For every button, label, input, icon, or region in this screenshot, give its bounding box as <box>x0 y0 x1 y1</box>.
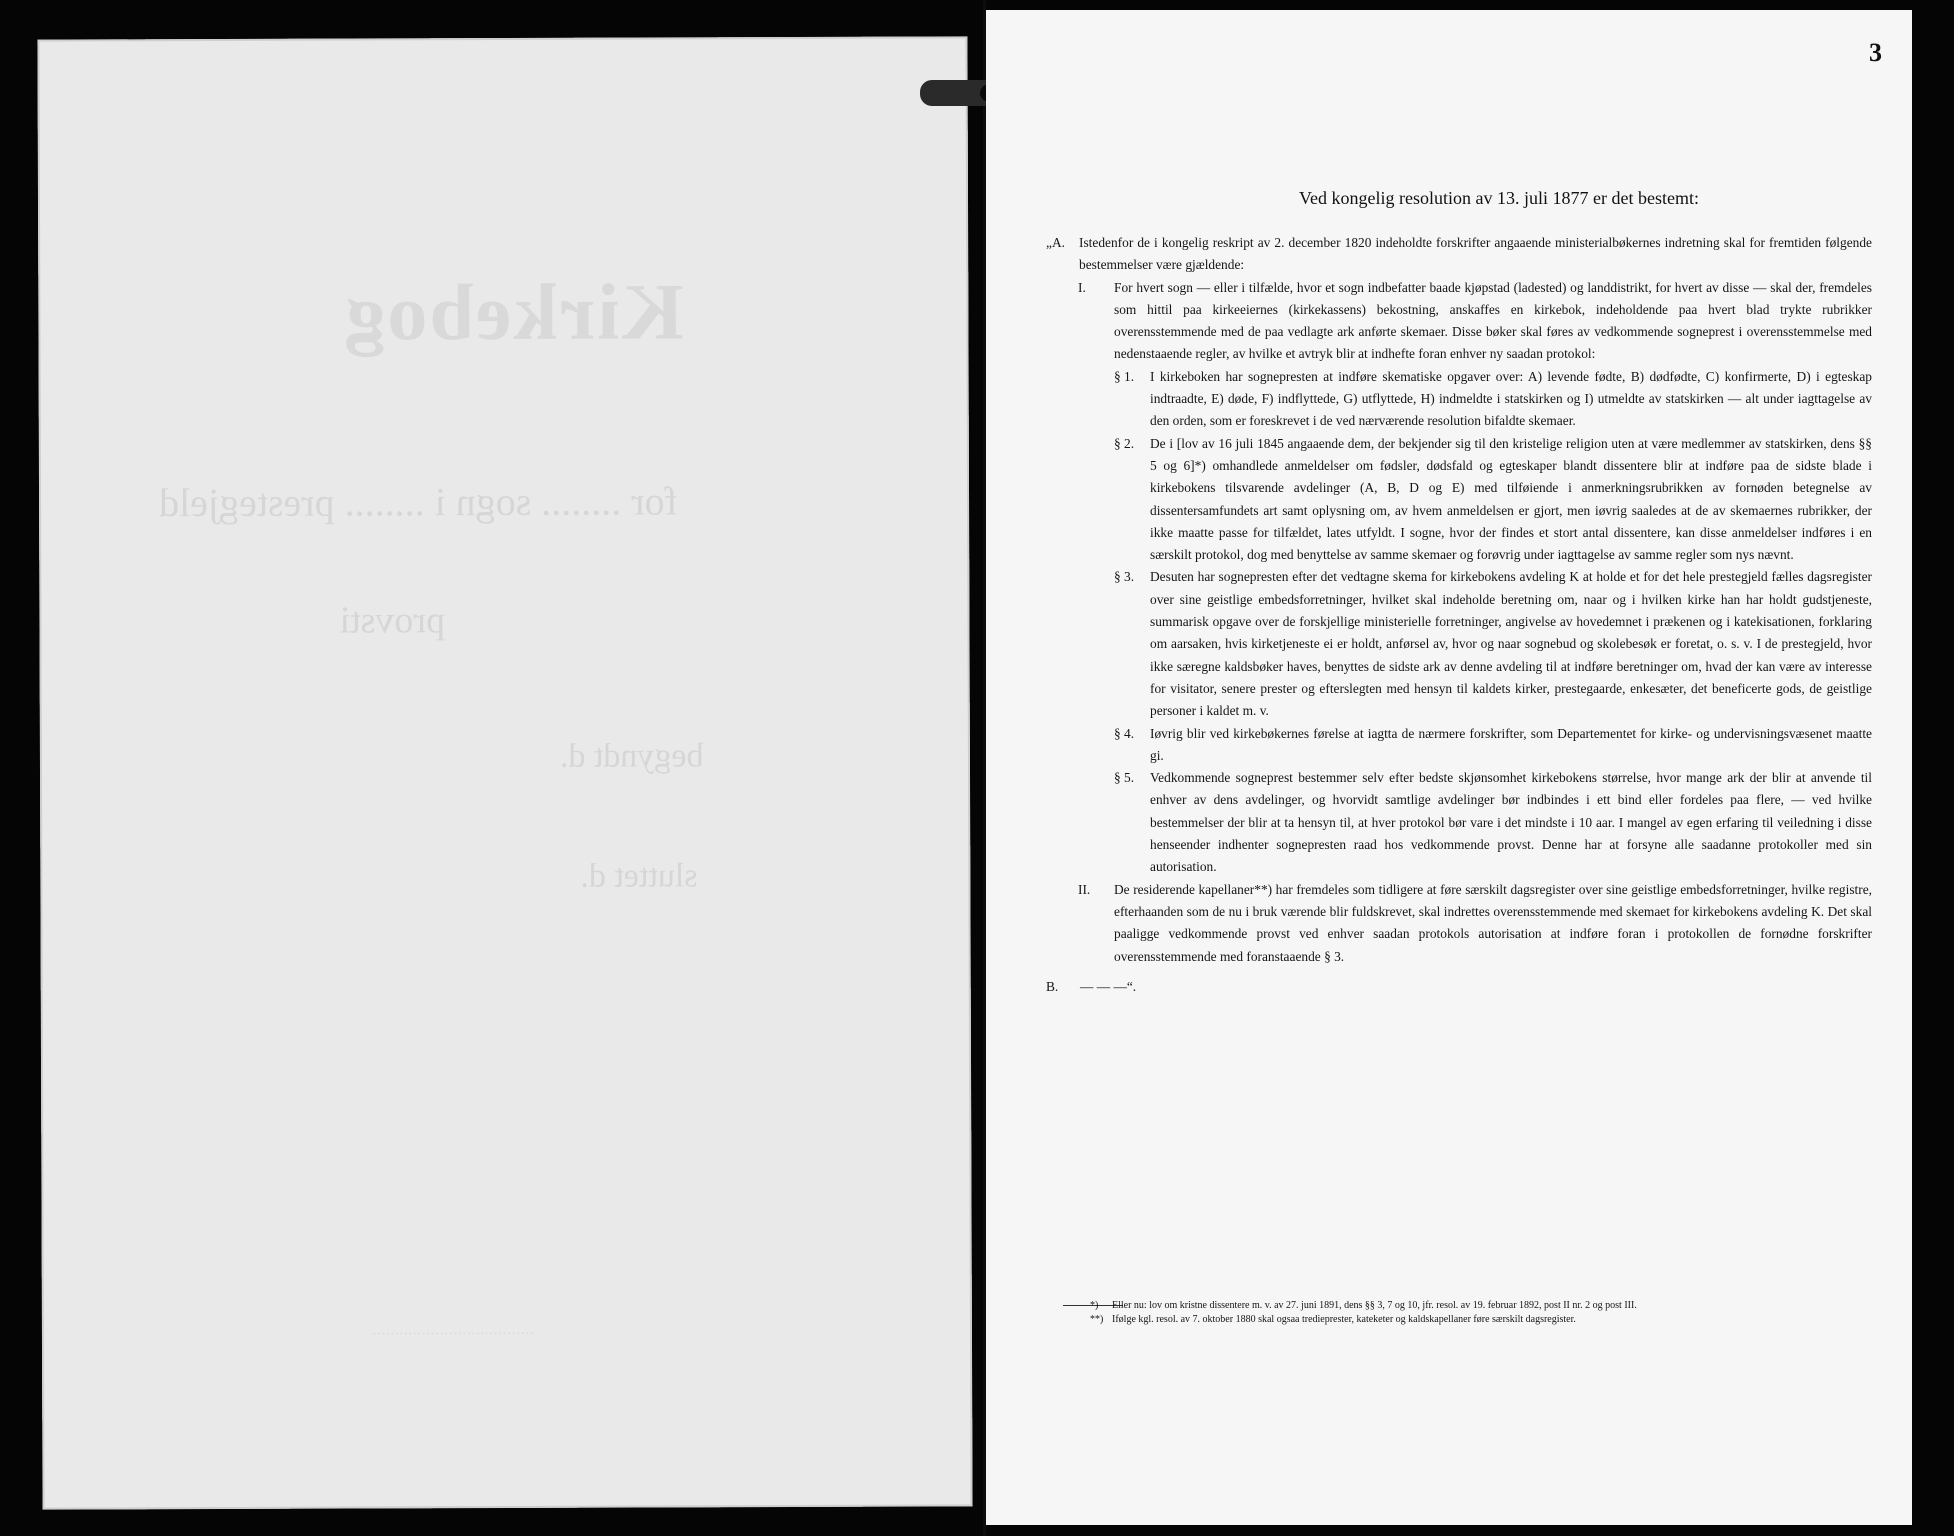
ghost-begun-line: begyndt d. <box>559 737 704 775</box>
section-i-label: I. <box>1078 279 1086 295</box>
footnote-1-text: Eller nu: lov om kristne dissentere m. v. av 27. juni 1891, dens §§ 3, 7 og 10, jfr. resol. av 19. februar 1892, post II nr. 2 og post III. <box>1112 1300 1637 1311</box>
footnotes <box>1090 1299 1770 1327</box>
paragraph-3-text: Desuten har sognepresten efter det vedtagne skema for kirkebokens avdeling K at holde et for det hele prestegjeld fælles dagsregister over sine geistlige embedsforretninger, hvilket skal indeholde beretning om, naar og i hvilken kirke han har holdt gudstjeneste, summarisk opgave over de forskjellige ministerielle forretninger, angivelse av hovedemnet i prækenen og i katekisationen, forklaring om aarsaken, hvis kirketjeneste ei er holdt, anførsel av, hvor og naar sognebud og skolebesøk er foretat, o. s. v. I de prestegjeld, hvor ikke særegne kaldsbøker haves, benyttes de sidste ark av denne avdeling til at indføre beretninger om, hvad der kan være av interesse for visitator, senere prester og efterslegten med hensyn til kaldets kirker, prestegaarde, enkesæter, det beneficerte gods, de geistlige personer i kaldet m. v. <box>1150 569 1872 719</box>
footnote-2-mark: **) <box>1090 1314 1104 1325</box>
left-page <box>37 36 972 1509</box>
section-i-text: For hvert sogn — eller i tilfælde, hvor et sogn indbefatter baade kjøpstad (ladested) og landdistrikt, for hvert av disse — skal der, fremdeles som hittil paa kirkeeiernes (kirkekassens) bekostning, anskaffes en kirkebok, indeholdende paa hvert blad trykte rubrikker overensstemmende med de paa vedlagte ark anførte skemaer. Disse bøker skal føres av vedkommende sogneprest i overensstemmelse med nedenstaaende regler, av hvilke et avtryk blir at indhefte foran enhver ny saadan protokol: <box>1114 279 1872 362</box>
ghost-deanery-line: provsti <box>339 599 446 642</box>
footnote-2-text: Ifølge kgl. resol. av 7. oktober 1880 skal ogsaa tredieprester, kateketer og kaldskapellaner føre særskilt dagsregister. <box>1112 1314 1576 1325</box>
page-number: 3 <box>1869 38 1882 67</box>
resolution-heading: Ved kongelig resolution av 13. juli 1877 er det bestemt: <box>1299 188 1699 208</box>
resolution-body <box>1046 232 1872 998</box>
footnote-1-mark: *) <box>1090 1300 1099 1311</box>
paragraph-1-text: I kirkeboken har sognepresten at indføre skematiske opgaver over: A) levende fødte, B) dødfødte, C) konfirmerte, D) i egteskap indtraadte, E) døde, F) indflyttede, G) utflyttede, H) indmeldte i statskirken og I) utmeldte av statskirken — alt under iagttagelse av den orden, som er foreskrevet i de ved nærværende resolution bifaldte skemaer. <box>1150 368 1872 429</box>
right-page <box>986 10 1912 1525</box>
section-b-text: — — —“. <box>1080 978 1137 994</box>
paragraph-3-label: § 3. <box>1114 569 1135 585</box>
section-a-text: Istedenfor de i kongelig reskript av 2. december 1820 indeholdte forskrifter angaaende ministerialbøkernes indretning skal for fremtiden følgende bestemmelser være gjældende: <box>1079 235 1872 273</box>
section-a <box>1046 232 1872 277</box>
section-ii <box>1046 879 1872 968</box>
paragraph-1 <box>1046 366 1872 433</box>
paragraph-4-label: § 4. <box>1114 725 1135 741</box>
paragraph-2 <box>1046 433 1872 567</box>
section-b <box>1046 976 1872 998</box>
footnote-2 <box>1090 1313 1770 1327</box>
section-ii-label: II. <box>1078 881 1091 897</box>
section-ii-text: De residerende kapellaner**) har fremdeles som tidligere at føre særskilt dagsregister over sine geistlige embedsforretninger, hvilke registre, efterhaanden som de nu i bruk værende blir fuldskrevet, skal indrettes overensstemmende med skemaet for kirkebokens avdeling K. Det skal paaligge vedkommende provst ved enhver saadan protokols autorisation at indføre foran i protokollen de fornødne forskrifter overensstemmende med foranstaaende § 3. <box>1114 881 1872 964</box>
paragraph-1-label: § 1. <box>1114 368 1135 384</box>
paragraph-4 <box>1046 723 1872 768</box>
section-b-label: B. <box>1046 978 1059 994</box>
paragraph-5-label: § 5. <box>1114 770 1135 786</box>
paragraph-5 <box>1046 767 1872 878</box>
paragraph-4-text: Iøvrig blir ved kirkebøkernes førelse at iagtta de nærmere forskrifter, som Departementet for kirke- og undervisningsvæsenet maatte gi. <box>1150 725 1872 763</box>
paragraph-5-text: Vedkommende sogneprest bestemmer selv efter bedste skjønsomhet kirkebokens størrelse, hvor mange ark der blir at anvende til enhver av dens avdelinger, og hvorvidt samtlige avdelinger bør indbindes i ett bind eller fordeles paa flere, — ved hvilke bestemmelser der blir at ta hensyn til, at hver protokol bør vare i det mindste i 10 aar. I mangel av egen erfaring til veiledning i disse henseender indhenter sognepresten raad hos vedkommende provst. Denne har at forsyne alle saadanne protokoller med sin autorisation. <box>1150 770 1872 875</box>
section-a-label: „A. <box>1046 235 1065 250</box>
ghost-title-text: Kirkebog <box>343 268 684 358</box>
paragraph-3 <box>1046 566 1872 722</box>
paragraph-2-text: De i [lov av 16 juli 1845 angaaende dem, der bekjender sig til den kristelige religion uten at være medlemmer av statskirken, dens §§ 5 og 6]*) omhandlede anmeldelser om fødsler, dødsfald og egteskaper blandt dissentere blir at indføre paa de sidste blade i kirkebokens tilsvarende avdelinger (A, B, D og E) med tilføiende i anmerkningsrubrikken av fornøden betegnelse av dissentersamfundets art samt oplysning om, av hvem anmeldelsen er gjort, men iøvrig saaledes at de av skemaernes rubrikker, der ikke maatte passe for tilfældet, lates utfyldt. I sogne, hvor der findes et stort antal dissentere, kan disse anmeldelser indføres i en særskilt protokol, dog med benyttelse av samme skemaer og forøvrig under iagttagelse av samme regler som nys nævnt. <box>1150 435 1872 563</box>
paragraph-2-label: § 2. <box>1114 435 1135 451</box>
footnote-1 <box>1090 1299 1770 1313</box>
ghost-ended-line: sluttet d. <box>580 857 698 895</box>
section-i <box>1046 277 1872 366</box>
ghost-footer-line: .................................... <box>371 1317 534 1339</box>
ghost-parish-line: for ........ sogn i ........ prestegjeld <box>158 478 678 526</box>
